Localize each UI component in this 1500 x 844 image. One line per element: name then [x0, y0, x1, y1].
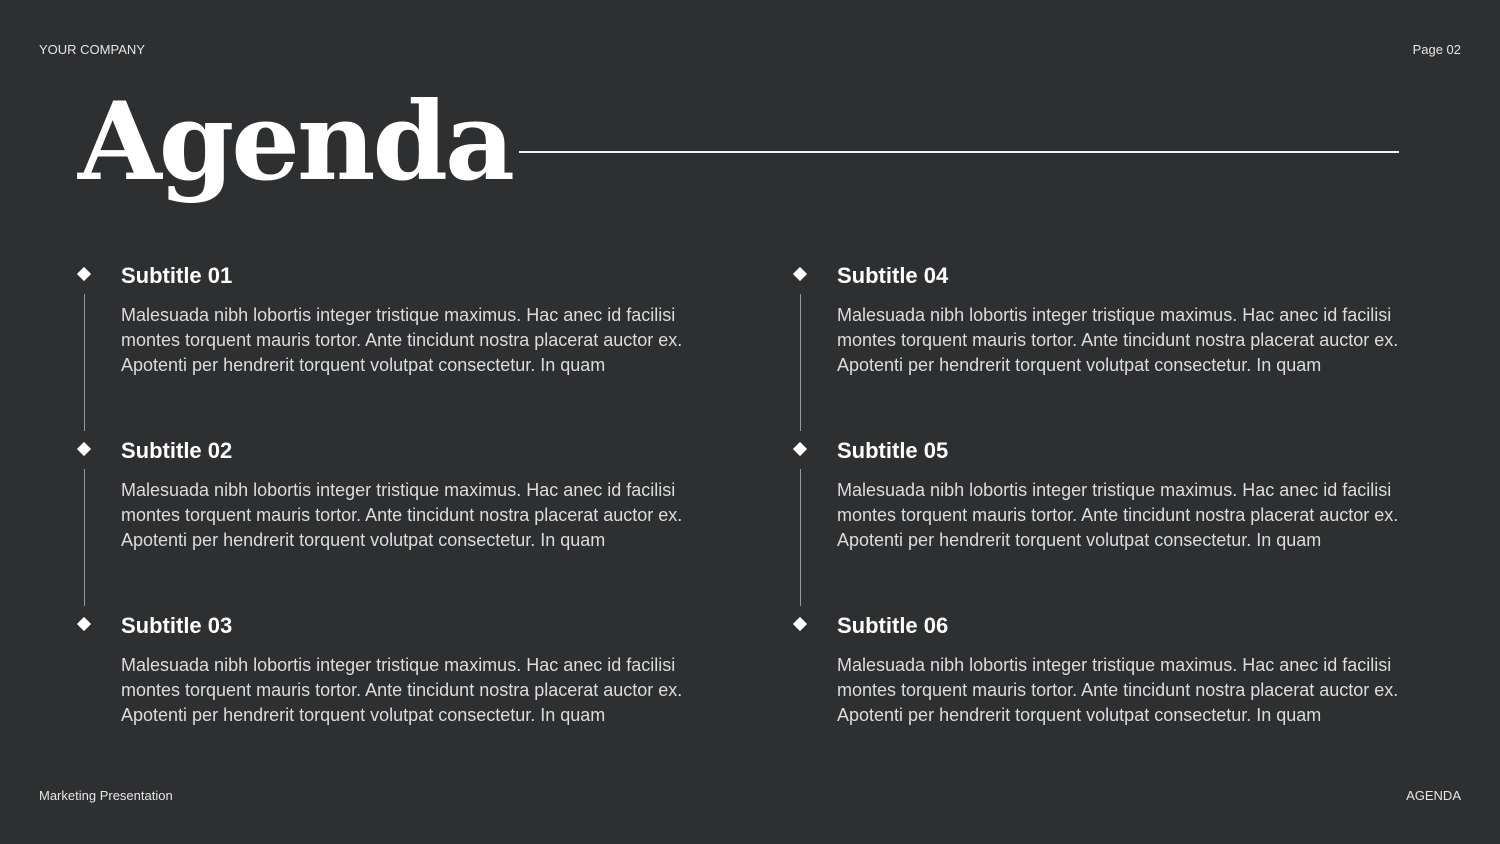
agenda-item-title: Subtitle 06 — [837, 613, 949, 638]
agenda-item — [792, 437, 1452, 612]
agenda-item-body: Malesuada nibh lobortis integer tristique maximus. Hac anec id facilisi montes torquent mauris tortor. Ante tincidunt nostra placerat auctor ex. Apotenti per hendrerit torquent volutpat consectetur. In quam — [121, 655, 683, 725]
agenda-item-title: Subtitle 02 — [121, 438, 233, 463]
title-divider — [519, 151, 1399, 153]
agenda-item-title: Subtitle 01 — [121, 263, 233, 288]
timeline-connector — [84, 294, 85, 431]
diamond-bullet-icon — [793, 617, 807, 631]
agenda-item — [792, 612, 1452, 787]
diamond-bullet-icon — [77, 267, 91, 281]
agenda-item — [76, 612, 736, 787]
diamond-bullet-icon — [793, 267, 807, 281]
agenda-item-title: Subtitle 05 — [837, 438, 949, 463]
agenda-item — [792, 262, 1452, 437]
page-number: Page 02 — [1412, 42, 1461, 57]
timeline-connector — [84, 469, 85, 606]
diamond-bullet-icon — [77, 442, 91, 456]
page-title: Agenda — [78, 79, 513, 205]
agenda-item-body: Malesuada nibh lobortis integer tristique maximus. Hac anec id facilisi montes torquent mauris tortor. Ante tincidunt nostra placerat auctor ex. Apotenti per hendrerit torquent volutpat consectetur. In quam — [121, 305, 683, 375]
company-name: YOUR COMPANY — [39, 42, 145, 57]
agenda-item — [76, 437, 736, 612]
agenda-item-body: Malesuada nibh lobortis integer tristique maximus. Hac anec id facilisi montes torquent mauris tortor. Ante tincidunt nostra placerat auctor ex. Apotenti per hendrerit torquent volutpat consectetur. In quam — [837, 480, 1399, 550]
agenda-item-title: Subtitle 04 — [837, 263, 949, 288]
presentation-name: Marketing Presentation — [39, 788, 173, 803]
agenda-column-right — [792, 262, 1452, 787]
agenda-item-body: Malesuada nibh lobortis integer tristique maximus. Hac anec id facilisi montes torquent mauris tortor. Ante tincidunt nostra placerat auctor ex. Apotenti per hendrerit torquent volutpat consectetur. In quam — [837, 655, 1399, 725]
diamond-bullet-icon — [77, 617, 91, 631]
agenda-item-body: Malesuada nibh lobortis integer tristique maximus. Hac anec id facilisi montes torquent mauris tortor. Ante tincidunt nostra placerat auctor ex. Apotenti per hendrerit torquent volutpat consectetur. In quam — [837, 305, 1399, 375]
agenda-item-title: Subtitle 03 — [121, 613, 233, 638]
agenda-item-body: Malesuada nibh lobortis integer tristique maximus. Hac anec id facilisi montes torquent mauris tortor. Ante tincidunt nostra placerat auctor ex. Apotenti per hendrerit torquent volutpat consectetur. In quam — [121, 480, 683, 550]
section-name: AGENDA — [1406, 788, 1461, 803]
agenda-item — [76, 262, 736, 437]
timeline-connector — [800, 469, 801, 606]
diamond-bullet-icon — [793, 442, 807, 456]
agenda-column-left — [76, 262, 736, 787]
timeline-connector — [800, 294, 801, 431]
